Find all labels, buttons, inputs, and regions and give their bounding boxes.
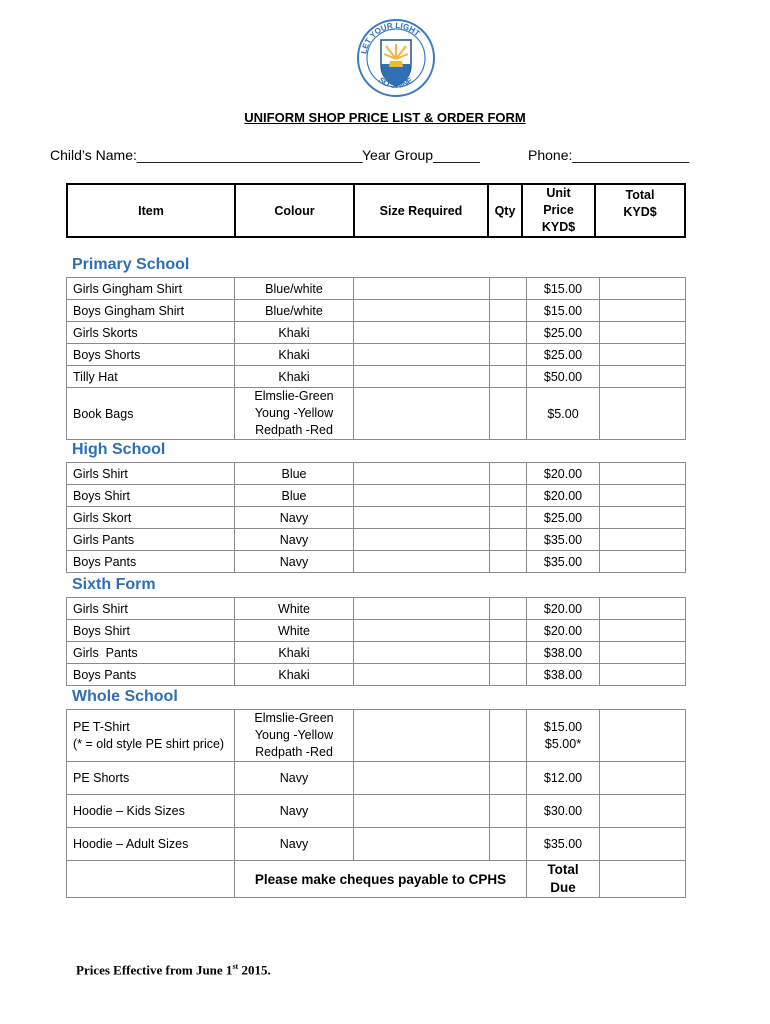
item-name: Book Bags xyxy=(67,388,235,440)
unit-price: $5.00 xyxy=(527,388,600,440)
total-cell[interactable] xyxy=(600,507,686,529)
item-name: Hoodie – Adult Sizes xyxy=(67,828,235,861)
crest-motto-bottom: SO SHINE xyxy=(376,75,415,91)
total-cell[interactable] xyxy=(600,620,686,642)
total-cell[interactable] xyxy=(600,551,686,573)
header-unit-price: Unit Price KYD$ xyxy=(522,184,595,237)
item-name: PE T-Shirt (* = old style PE shirt price) xyxy=(67,710,235,762)
item-colour: Navy xyxy=(235,529,354,551)
item-colour: Blue xyxy=(235,463,354,485)
section-primary-school: Primary School xyxy=(72,256,190,273)
table-row-total xyxy=(67,861,686,898)
sixth-form-table xyxy=(66,597,686,686)
size-input[interactable] xyxy=(354,463,490,485)
item-name: Girls Shirt xyxy=(67,463,235,485)
item-name: Girls Skort xyxy=(67,507,235,529)
section-whole-school: Whole School xyxy=(72,688,178,705)
qty-input[interactable] xyxy=(490,507,527,529)
qty-input[interactable] xyxy=(490,828,527,861)
table-row xyxy=(67,507,686,529)
item-colour: Navy xyxy=(235,795,354,828)
unit-price: $35.00 xyxy=(527,828,600,861)
qty-input[interactable] xyxy=(490,762,527,795)
item-colour: Khaki xyxy=(235,366,354,388)
table-row xyxy=(67,529,686,551)
qty-input[interactable] xyxy=(490,366,527,388)
total-cell[interactable] xyxy=(600,366,686,388)
total-cell[interactable] xyxy=(600,598,686,620)
qty-input[interactable] xyxy=(490,795,527,828)
total-cell[interactable] xyxy=(600,463,686,485)
item-name: Girls Skorts xyxy=(67,322,235,344)
unit-price: $12.00 xyxy=(527,762,600,795)
unit-price: $15.00 xyxy=(527,278,600,300)
crest-motto-top: LET YOUR LIGHT xyxy=(359,20,422,55)
item-name: Boys Pants xyxy=(67,664,235,686)
qty-input[interactable] xyxy=(490,344,527,366)
prices-effective-note: Prices Effective from June 1st 2015. xyxy=(76,962,271,978)
section-sixth-form: Sixth Form xyxy=(72,576,156,593)
size-input[interactable] xyxy=(354,388,490,440)
qty-input[interactable] xyxy=(490,710,527,762)
table-row xyxy=(67,366,686,388)
unit-price: $25.00 xyxy=(527,507,600,529)
total-cell[interactable] xyxy=(600,710,686,762)
unit-price: $30.00 xyxy=(527,795,600,828)
item-colour: Khaki xyxy=(235,642,354,664)
item-colour: White xyxy=(235,620,354,642)
table-row xyxy=(67,664,686,686)
size-input[interactable] xyxy=(354,485,490,507)
item-colour: Blue xyxy=(235,485,354,507)
qty-input[interactable] xyxy=(490,664,527,686)
table-row xyxy=(67,485,686,507)
size-input[interactable] xyxy=(354,642,490,664)
unit-price: $38.00 xyxy=(527,664,600,686)
unit-price: $20.00 xyxy=(527,598,600,620)
size-input[interactable] xyxy=(354,828,490,861)
qty-input[interactable] xyxy=(490,278,527,300)
phone-field[interactable]: Phone:_______________ xyxy=(528,147,690,163)
blank-cell xyxy=(67,861,235,898)
item-colour: Navy xyxy=(235,762,354,795)
table-row xyxy=(67,598,686,620)
child-name-field[interactable]: Child’s Name:_____________________________ xyxy=(50,147,363,163)
size-input[interactable] xyxy=(354,710,490,762)
unit-price: $20.00 xyxy=(527,620,600,642)
unit-price: $50.00 xyxy=(527,366,600,388)
unit-price: $20.00 xyxy=(527,485,600,507)
item-name: Girls Pants xyxy=(67,529,235,551)
item-colour: Navy xyxy=(235,551,354,573)
total-due-input[interactable] xyxy=(600,861,686,898)
unit-price: $25.00 xyxy=(527,344,600,366)
item-colour: Blue/white xyxy=(235,278,354,300)
size-input[interactable] xyxy=(354,366,490,388)
qty-input[interactable] xyxy=(490,463,527,485)
item-colour: Elmslie-Green Young -Yellow Redpath -Red xyxy=(235,388,354,440)
unit-price: $35.00 xyxy=(527,551,600,573)
high-school-table xyxy=(66,462,686,573)
cheques-note: Please make cheques payable to CPHS xyxy=(235,861,527,898)
item-name: Boys Pants xyxy=(67,551,235,573)
item-name: Tilly Hat xyxy=(67,366,235,388)
size-input[interactable] xyxy=(354,762,490,795)
item-name: Boys Shirt xyxy=(67,620,235,642)
page-title: UNIFORM SHOP PRICE LIST & ORDER FORM xyxy=(244,110,526,125)
section-high-school: High School xyxy=(72,441,166,458)
school-crest xyxy=(356,14,436,104)
order-table-header xyxy=(66,183,686,238)
qty-input[interactable] xyxy=(490,485,527,507)
size-input[interactable] xyxy=(354,664,490,686)
unit-price: $20.00 xyxy=(527,463,600,485)
qty-input[interactable] xyxy=(490,598,527,620)
header-colour: Colour xyxy=(235,184,354,237)
unit-price: $35.00 xyxy=(527,529,600,551)
total-cell[interactable] xyxy=(600,388,686,440)
item-name: PE Shorts xyxy=(67,762,235,795)
size-input[interactable] xyxy=(354,300,490,322)
table-row xyxy=(67,551,686,573)
primary-school-table xyxy=(66,277,686,440)
qty-input[interactable] xyxy=(490,300,527,322)
size-input[interactable] xyxy=(354,278,490,300)
header-qty: Qty xyxy=(488,184,522,237)
header-item: Item xyxy=(67,184,235,237)
total-cell[interactable] xyxy=(600,300,686,322)
item-colour: Khaki xyxy=(235,664,354,686)
size-input[interactable] xyxy=(354,529,490,551)
total-cell[interactable] xyxy=(600,795,686,828)
table-row xyxy=(67,278,686,300)
total-cell[interactable] xyxy=(600,485,686,507)
table-row xyxy=(67,322,686,344)
item-colour: White xyxy=(235,598,354,620)
size-input[interactable] xyxy=(354,322,490,344)
item-name: Girls Shirt xyxy=(67,598,235,620)
unit-price: $15.00 $5.00* xyxy=(527,710,600,762)
item-colour: Blue/white xyxy=(235,300,354,322)
total-cell[interactable] xyxy=(600,828,686,861)
item-name: Hoodie – Kids Sizes xyxy=(67,795,235,828)
table-row xyxy=(67,710,686,762)
size-input[interactable] xyxy=(354,598,490,620)
item-name: Girls Pants xyxy=(67,642,235,664)
table-row xyxy=(67,388,686,440)
item-name: Girls Gingham Shirt xyxy=(67,278,235,300)
total-cell[interactable] xyxy=(600,642,686,664)
year-group-field[interactable]: Year Group______ xyxy=(362,147,480,163)
school-crest-icon xyxy=(356,14,436,104)
size-input[interactable] xyxy=(354,620,490,642)
header-total: Total KYD$ xyxy=(595,184,685,237)
table-row xyxy=(67,344,686,366)
total-cell[interactable] xyxy=(600,278,686,300)
table-row xyxy=(67,620,686,642)
item-name: Boys Shorts xyxy=(67,344,235,366)
table-row xyxy=(67,828,686,861)
item-colour: Elmslie-Green Young -Yellow Redpath -Red xyxy=(235,710,354,762)
size-input[interactable] xyxy=(354,507,490,529)
qty-input[interactable] xyxy=(490,322,527,344)
item-colour: Khaki xyxy=(235,322,354,344)
total-cell[interactable] xyxy=(600,344,686,366)
header-size: Size Required xyxy=(354,184,488,237)
table-row xyxy=(67,463,686,485)
table-row xyxy=(67,642,686,664)
qty-input[interactable] xyxy=(490,551,527,573)
size-input[interactable] xyxy=(354,795,490,828)
unit-price: $25.00 xyxy=(527,322,600,344)
total-due-label: Total Due xyxy=(527,861,600,898)
item-colour: Navy xyxy=(235,507,354,529)
item-colour: Khaki xyxy=(235,344,354,366)
table-row xyxy=(67,300,686,322)
qty-input[interactable] xyxy=(490,642,527,664)
table-row xyxy=(67,795,686,828)
total-cell[interactable] xyxy=(600,529,686,551)
total-cell[interactable] xyxy=(600,322,686,344)
qty-input[interactable] xyxy=(490,620,527,642)
item-name: Boys Shirt xyxy=(67,485,235,507)
total-cell[interactable] xyxy=(600,762,686,795)
unit-price: $38.00 xyxy=(527,642,600,664)
qty-input[interactable] xyxy=(490,388,527,440)
unit-price: $15.00 xyxy=(527,300,600,322)
qty-input[interactable] xyxy=(490,529,527,551)
whole-school-table xyxy=(66,709,686,898)
size-input[interactable] xyxy=(354,551,490,573)
table-row xyxy=(67,762,686,795)
total-cell[interactable] xyxy=(600,664,686,686)
item-name: Boys Gingham Shirt xyxy=(67,300,235,322)
size-input[interactable] xyxy=(354,344,490,366)
item-colour: Navy xyxy=(235,828,354,861)
